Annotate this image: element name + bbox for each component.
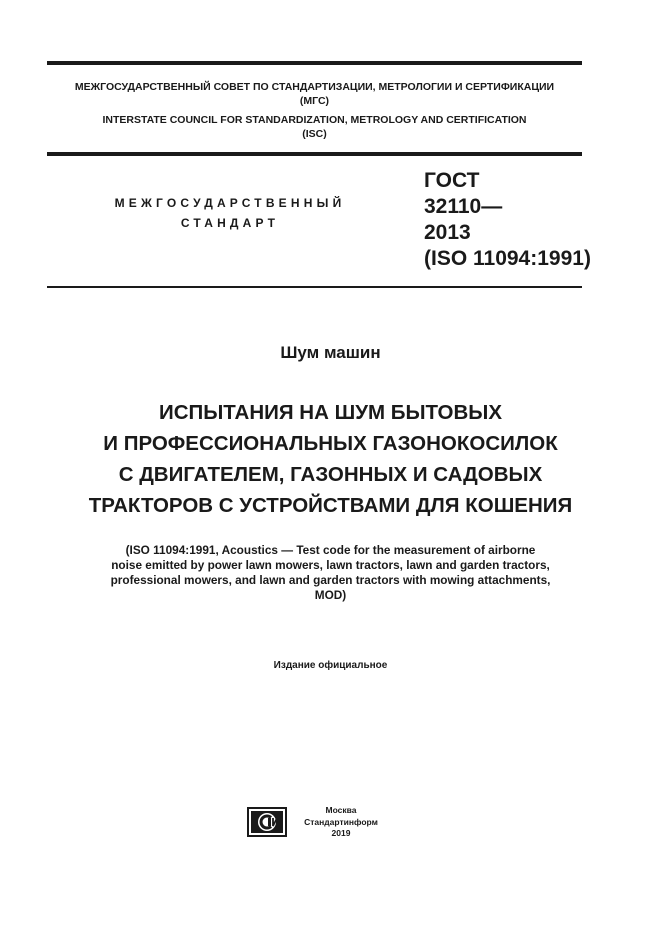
publisher-name: Стандартинформ xyxy=(304,816,378,827)
council-en xyxy=(47,113,582,141)
iso-title xyxy=(55,543,606,603)
council-en-abbr: (ISC) xyxy=(302,128,327,140)
title-line: ИСПЫТАНИЯ НА ШУМ БЫТОВЫХ xyxy=(158,401,503,424)
document-title xyxy=(40,397,621,521)
lower-rule xyxy=(47,286,582,288)
publisher-city: Москва xyxy=(325,805,357,815)
designation-prefix: ГОСТ xyxy=(424,169,480,192)
standard-label-line2: СТАНДАРТ xyxy=(180,216,280,230)
standartinform-logo-icon xyxy=(247,807,287,837)
subject-heading: Шум машин xyxy=(280,343,381,362)
iso-title-line: noise emitted by power lawn mowers, lawn tractors, lawn and garden tractors, xyxy=(111,558,550,572)
middle-rule xyxy=(47,152,582,156)
standard-designation xyxy=(424,168,591,272)
designation-iso-ref: (ISO 11094:1991) xyxy=(424,247,591,270)
iso-title-line: professional mowers, and lawn and garden tractors with mowing attachments, xyxy=(110,573,551,587)
edition-note: Издание официальное xyxy=(273,660,388,671)
iso-title-line: (ISO 11094:1991, Acoustics — Test code for the measurement of airborne xyxy=(125,543,536,557)
council-ru-abbr: (МГС) xyxy=(299,95,330,107)
top-rule xyxy=(47,61,582,65)
title-line: С ДВИГАТЕЛЕМ, ГАЗОННЫХ И САДОВЫХ xyxy=(118,463,543,486)
council-ru xyxy=(47,80,582,108)
title-line: ТРАКТОРОВ С УСТРОЙСТВАМИ ДЛЯ КОШЕНИЯ xyxy=(88,494,573,517)
publisher-info xyxy=(296,805,386,840)
iso-title-line: MOD) xyxy=(314,588,347,602)
council-ru-name: МЕЖГОСУДАРСТВЕННЫЙ СОВЕТ ПО СТАНДАРТИЗАЦИИ, МЕТРОЛОГИИ И СЕРТИФИКАЦИИ xyxy=(74,81,555,93)
publisher-year: 2019 xyxy=(331,828,351,838)
designation-number: 32110— xyxy=(424,195,503,218)
title-line: И ПРОФЕССИОНАЛЬНЫХ ГАЗОНОКОСИЛОК xyxy=(103,432,558,455)
standard-label xyxy=(95,193,365,233)
standard-label-line1: МЕЖГОСУДАРСТВЕННЫЙ xyxy=(114,196,346,210)
designation-year: 2013 xyxy=(424,221,471,244)
council-en-name: INTERSTATE COUNCIL FOR STANDARDIZATION, METROLOGY AND CERTIFICATION xyxy=(102,114,527,126)
